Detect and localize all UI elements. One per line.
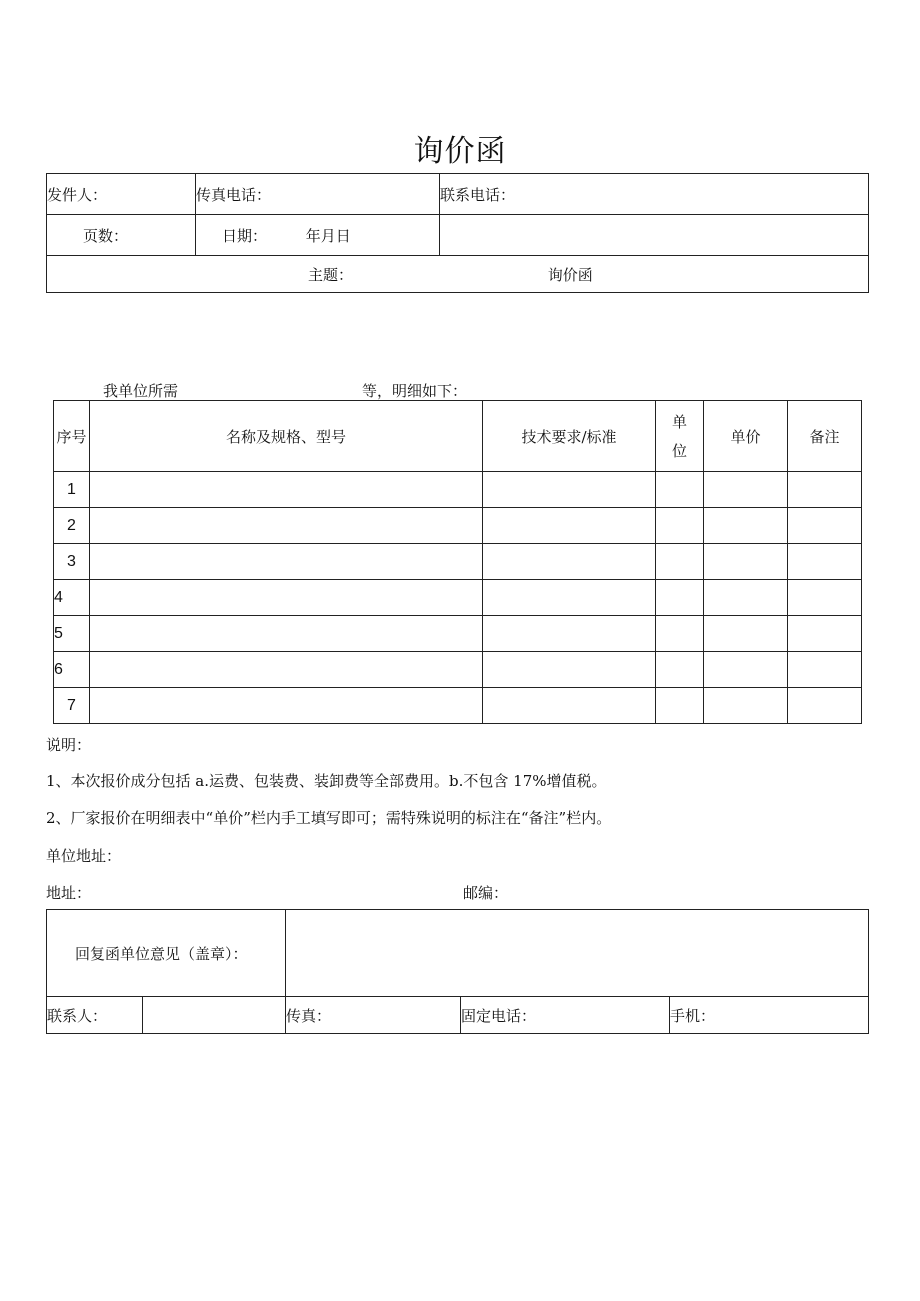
reply-opinion-label: 回复函单位意见（盖章）：	[75, 944, 248, 963]
col-unit-line2: 位	[671, 442, 687, 460]
price-cell[interactable]	[704, 580, 788, 616]
col-remark: 备注	[788, 401, 862, 472]
landline-field[interactable]	[461, 997, 670, 1034]
note-2: 2、厂家报价在明细表中“单价”栏内手工填写即可；需特殊说明的标注在“备注”栏内。	[46, 809, 612, 827]
notes-heading: 说明：	[46, 736, 92, 754]
reply-fax-label: 传真：	[286, 1006, 332, 1025]
name-cell[interactable]	[90, 688, 483, 724]
name-cell[interactable]	[90, 580, 483, 616]
row-number: 5	[54, 616, 90, 652]
date-field[interactable]	[196, 215, 440, 256]
date-value: 年月日	[305, 226, 351, 245]
price-cell[interactable]	[704, 544, 788, 580]
remark-cell[interactable]	[788, 472, 862, 508]
price-cell[interactable]	[704, 688, 788, 724]
row-number: 2	[54, 508, 90, 544]
pages-field[interactable]	[47, 215, 196, 256]
mobile-field[interactable]	[670, 997, 869, 1034]
col-seq: 序号	[54, 401, 90, 472]
row-number: 3	[54, 544, 90, 580]
name-cell[interactable]	[90, 544, 483, 580]
unit-cell[interactable]	[656, 544, 704, 580]
contact-phone-field[interactable]	[440, 174, 869, 215]
page-title: 询价函	[413, 134, 507, 169]
tech-cell[interactable]	[483, 472, 656, 508]
table-row	[54, 580, 862, 616]
intro-suffix: 等，明细如下：	[362, 382, 468, 400]
remark-cell[interactable]	[788, 580, 862, 616]
unit-cell[interactable]	[656, 580, 704, 616]
price-cell[interactable]	[704, 652, 788, 688]
subject-field[interactable]	[47, 256, 869, 293]
row-number: 6	[54, 652, 90, 688]
name-cell[interactable]	[90, 508, 483, 544]
header-table	[46, 173, 869, 293]
remark-cell[interactable]	[788, 616, 862, 652]
reply-fax-field[interactable]	[286, 997, 461, 1034]
tech-cell[interactable]	[483, 616, 656, 652]
subject-value: 询价函	[547, 265, 593, 284]
col-price: 单价	[704, 401, 788, 472]
tech-cell[interactable]	[483, 652, 656, 688]
col-tech: 技术要求/标准	[483, 401, 656, 472]
remark-cell[interactable]	[788, 688, 862, 724]
postcode-label: 邮编：	[463, 884, 509, 902]
remark-cell[interactable]	[788, 652, 862, 688]
row-number: 7	[54, 688, 90, 724]
table-row	[54, 688, 862, 724]
remark-cell[interactable]	[788, 544, 862, 580]
table-row	[54, 472, 862, 508]
tech-cell[interactable]	[483, 508, 656, 544]
items-table	[53, 400, 862, 724]
row-number: 1	[54, 472, 90, 508]
pages-label: 页数：	[83, 226, 129, 245]
tech-cell[interactable]	[483, 580, 656, 616]
date-label: 日期：	[222, 226, 268, 245]
mobile-label: 手机：	[670, 1006, 716, 1025]
address-label: 地址：	[46, 884, 92, 902]
price-cell[interactable]	[704, 508, 788, 544]
intro-prefix: 我单位所需	[103, 382, 179, 400]
contact-field[interactable]	[143, 997, 286, 1034]
unit-cell[interactable]	[656, 616, 704, 652]
remark-cell[interactable]	[788, 508, 862, 544]
blank-field[interactable]	[440, 215, 869, 256]
reply-opinion-label-cell	[47, 910, 286, 997]
unit-cell[interactable]	[656, 652, 704, 688]
reply-table	[46, 909, 869, 1034]
name-cell[interactable]	[90, 616, 483, 652]
name-cell[interactable]	[90, 472, 483, 508]
contact-label: 联系人：	[47, 997, 143, 1034]
unit-cell[interactable]	[656, 472, 704, 508]
sender-field[interactable]	[47, 174, 196, 215]
tech-cell[interactable]	[483, 544, 656, 580]
name-cell[interactable]	[90, 652, 483, 688]
subject-label: 主题：	[308, 265, 354, 284]
fax-phone-label: 传真电话：	[196, 185, 272, 204]
row-number: 4	[54, 580, 90, 616]
table-row	[54, 544, 862, 580]
price-cell[interactable]	[704, 472, 788, 508]
note-1: 1、本次报价成分包括 a.运费、包装费、装卸费等全部费用。b.不包含 17%增值税。	[46, 772, 607, 790]
unit-cell[interactable]	[656, 508, 704, 544]
fax-phone-field[interactable]	[196, 174, 440, 215]
col-unit	[656, 401, 704, 472]
col-unit-line1: 单	[671, 413, 687, 431]
price-cell[interactable]	[704, 616, 788, 652]
sender-label: 发件人：	[47, 185, 108, 204]
reply-opinion-field[interactable]	[286, 910, 869, 997]
contact-phone-label: 联系电话：	[440, 185, 516, 204]
unit-cell[interactable]	[656, 688, 704, 724]
col-name: 名称及规格、型号	[90, 401, 483, 472]
unit-address-label: 单位地址：	[46, 847, 122, 865]
tech-cell[interactable]	[483, 688, 656, 724]
landline-label: 固定电话：	[461, 1006, 537, 1025]
table-row	[54, 616, 862, 652]
table-row	[54, 652, 862, 688]
table-row	[54, 508, 862, 544]
